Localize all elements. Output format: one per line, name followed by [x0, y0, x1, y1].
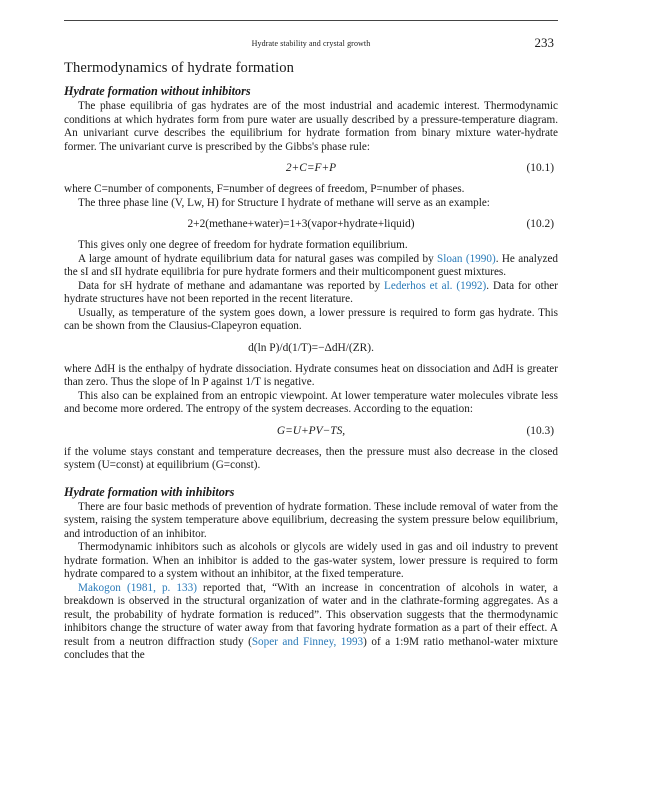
citation-link[interactable]: Soper and Finney, 1993 — [251, 635, 364, 648]
paragraph: where C=number of components, F=number of degrees of freedom, P=number of phases. — [64, 183, 465, 195]
page-number: 233 — [534, 35, 554, 50]
citation-link[interactable]: Makogon (1981, p. 133) — [78, 581, 197, 594]
text: . Data for other hydrate structures have not been reported in the recent literature. — [64, 279, 558, 305]
equation-10-3 — [64, 423, 558, 442]
paragraph: if the volume stays constant and temperature decreases, then the pressure must also decrease in the closed system (U=const) at equilibrium (G=const). — [64, 445, 558, 471]
equation-number: (10.2) — [526, 218, 554, 230]
paragraph: This also can be explained from an entropic viewpoint. At lower temperature water molecules vibrate less and become more ordered. The entropy of the system decreases. According to the equation: — [64, 389, 558, 415]
equation-number: (10.3) — [526, 424, 554, 437]
paragraph: The three phase line (V, Lw, H) for Structure I hydrate of methane will serve as an example: — [78, 196, 490, 209]
equation-body: 2+2(methane+water)=1+3(vapor+hydrate+liquid) — [187, 218, 415, 230]
top-rule — [64, 20, 558, 21]
paragraph-makogon — [64, 582, 558, 663]
equation-clausius-clapeyron — [64, 340, 558, 359]
text: Data for sH hydrate of methane and adamantane was reported by — [78, 279, 385, 292]
paragraph: This gives only one degree of freedom for hydrate formation equilibrium. — [78, 239, 408, 251]
subsection-heading-no-inhibitors: Hydrate formation without inhibitors — [64, 84, 251, 98]
citation-link[interactable]: Lederhos et al. (1992) — [384, 279, 487, 292]
text: A large amount of hydrate equilibrium data for natural gases was compiled by — [78, 252, 438, 265]
paragraph: There are four basic methods of prevention of hydrate formation. These include removal of water from the system, raising the system temperature above equilibrium, decreasing the system pressure below equilibrium, and introduction of an inhibitor. — [64, 500, 558, 540]
citation-link[interactable]: Sloan (1990) — [437, 252, 496, 265]
paragraph: Thermodynamic inhibitors such as alcohols or glycols are widely used in gas and oil industry to prevent hydrate formation. When an inhibitor is added to the gas-water system, lower pressure is required to form hydrate compared to a system without an inhibitor, at the fixed temperature. — [64, 541, 558, 580]
equation-body: 2+C=F+P — [285, 162, 337, 174]
running-head-title: Hydrate stability and crystal growth — [251, 39, 371, 48]
equation-10-1 — [64, 160, 558, 179]
text: . He analyzed the sI and sII hydrate equilibria for pure hydrate formers and their multicomponent guest mixtures. — [64, 252, 559, 278]
paragraph: The phase equilibria of gas hydrates are of the most industrial and academic interest. Thermodynamic conditions at which hydrates form from pure water are usually described by a pressure-temperature diagram. An univariant curve describes the equilibrium for hydrate formation from binary mixture water-hydrate former. The univariant curve is prescribed by the Gibbs's phase rule: — [64, 100, 558, 153]
text: ) of a 1:9M ratio methanol-water mixture concludes that the — [64, 635, 558, 661]
paragraph-sloan — [64, 253, 558, 280]
section-title: Thermodynamics of hydrate formation — [64, 60, 295, 76]
paragraph: Usually, as temperature of the system goes down, a lower pressure is required to form gas hydrate. This can be shown from the Clausius-Clapeyron equation. — [64, 306, 558, 332]
text: reported that, “With an increase in concentration of alcohols in water, a breakdown is observed in the structural organization of water and in the clathrate-forming aggregates. As a result, the probability of hydrate formation is reduced”. This observation suggests that the thermodynamic inhibitors change the structure of water away from that favoring hydrate formation as a part of their effect. A result from a neutron diffraction study ( — [64, 581, 558, 648]
equation-body: G=U+PV−TS, — [276, 424, 346, 437]
page — [64, 20, 558, 663]
equation-10-2 — [64, 216, 558, 235]
equation-number: (10.1) — [526, 162, 554, 174]
equation-body: d(ln P)/d(1/T)=−ΔdH/(ZR). — [248, 341, 374, 354]
subsection-heading-with-inhibitors: Hydrate formation with inhibitors — [64, 484, 235, 499]
paragraph-lederhos — [64, 280, 558, 307]
paragraph: where ΔdH is the enthalpy of hydrate dissociation. Hydrate consumes heat on dissociation and ΔdH is greater than zero. Thus the slope of ln P against 1/T is negative. — [64, 362, 558, 388]
running-head — [64, 23, 558, 50]
